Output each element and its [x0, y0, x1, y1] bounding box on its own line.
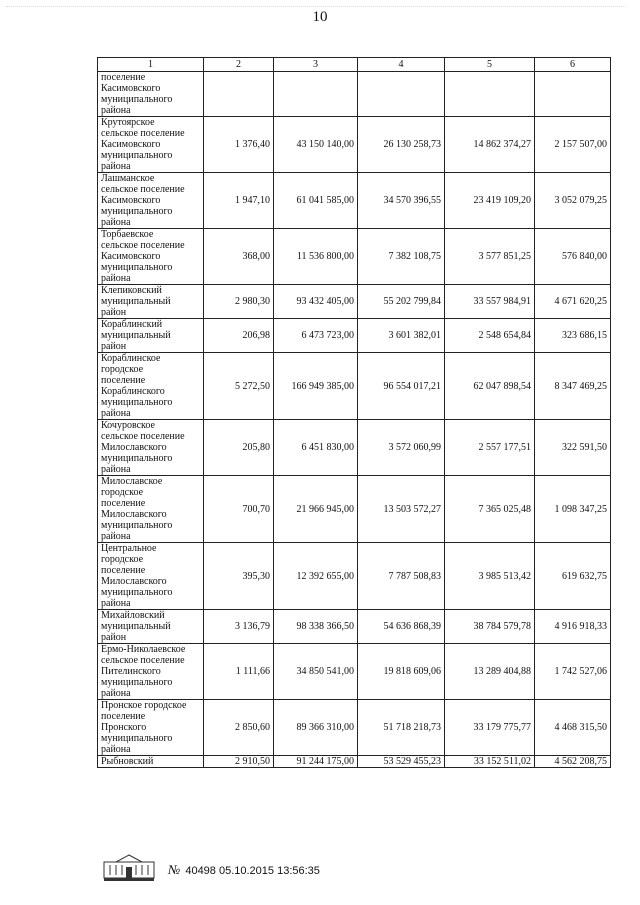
value-cell-c5: 33 179 775,77 — [445, 700, 535, 756]
value-cell-c5: 2 557 177,51 — [445, 420, 535, 476]
table-row — [98, 353, 611, 420]
municipality-name-cell: Кораблинский муниципальный район — [98, 319, 204, 353]
value-cell-c4: 19 818 609,06 — [358, 644, 445, 700]
table-row — [98, 644, 611, 700]
stamp-text — [168, 862, 320, 878]
value-cell-c6: 576 840,00 — [535, 229, 611, 285]
table-body — [98, 72, 611, 768]
column-header: 4 — [358, 58, 445, 72]
value-cell-c3: 61 041 585,00 — [274, 173, 358, 229]
value-cell-c2: 2 980,30 — [204, 285, 274, 319]
value-cell-c6 — [535, 72, 611, 117]
column-header: 3 — [274, 58, 358, 72]
column-header: 2 — [204, 58, 274, 72]
value-cell-c5: 3 985 513,42 — [445, 543, 535, 610]
value-cell-c2: 2 850,60 — [204, 700, 274, 756]
value-cell-c6: 4 916 918,33 — [535, 610, 611, 644]
value-cell-c5: 3 577 851,25 — [445, 229, 535, 285]
value-cell-c2: 1 111,66 — [204, 644, 274, 700]
table-row — [98, 117, 611, 173]
value-cell-c2: 700,70 — [204, 476, 274, 543]
municipality-name-cell: Милославское городское поселение Милославского муниципального района — [98, 476, 204, 543]
municipality-name-cell: Пронское городское поселение Пронского муниципального района — [98, 700, 204, 756]
value-cell-c4: 13 503 572,27 — [358, 476, 445, 543]
table-header-row — [98, 58, 611, 72]
value-cell-c2: 3 136,79 — [204, 610, 274, 644]
value-cell-c2: 368,00 — [204, 229, 274, 285]
municipality-name-cell: Ермо-Николаевское сельское поселение Пителинского муниципального района — [98, 644, 204, 700]
value-cell-c5: 2 548 654,84 — [445, 319, 535, 353]
number-sign: № — [168, 862, 181, 877]
value-cell-c6: 4 468 315,50 — [535, 700, 611, 756]
municipality-name-cell: Кочуровское сельское поселение Милославского муниципального района — [98, 420, 204, 476]
value-cell-c5: 33 152 511,02 — [445, 756, 535, 768]
value-cell-c3: 91 244 175,00 — [274, 756, 358, 768]
table-row — [98, 420, 611, 476]
value-cell-c3: 89 366 310,00 — [274, 700, 358, 756]
value-cell-c4: 51 718 218,73 — [358, 700, 445, 756]
value-cell-c3: 6 473 723,00 — [274, 319, 358, 353]
value-cell-c2: 2 910,50 — [204, 756, 274, 768]
value-cell-c6: 2 157 507,00 — [535, 117, 611, 173]
value-cell-c3: 166 949 385,00 — [274, 353, 358, 420]
value-cell-c3: 43 150 140,00 — [274, 117, 358, 173]
value-cell-c4: 26 130 258,73 — [358, 117, 445, 173]
value-cell-c6: 4 671 620,25 — [535, 285, 611, 319]
value-cell-c4 — [358, 72, 445, 117]
registration-stamp — [96, 854, 396, 884]
value-cell-c3 — [274, 72, 358, 117]
value-cell-c4: 3 601 382,01 — [358, 319, 445, 353]
municipality-name-cell: Лашманское сельское поселение Касимовского муниципального района — [98, 173, 204, 229]
value-cell-c6: 8 347 469,25 — [535, 353, 611, 420]
table-row — [98, 700, 611, 756]
value-cell-c6: 322 591,50 — [535, 420, 611, 476]
table-row — [98, 543, 611, 610]
municipality-name-cell: Торбаевское сельское поселение Касимовского муниципального района — [98, 229, 204, 285]
table-row — [98, 72, 611, 117]
table-row — [98, 756, 611, 768]
value-cell-c3: 12 392 655,00 — [274, 543, 358, 610]
value-cell-c6: 619 632,75 — [535, 543, 611, 610]
value-cell-c5: 38 784 579,78 — [445, 610, 535, 644]
value-cell-c6: 1 742 527,06 — [535, 644, 611, 700]
value-cell-c5: 23 419 109,20 — [445, 173, 535, 229]
value-cell-c4: 34 570 396,55 — [358, 173, 445, 229]
value-cell-c2: 205,80 — [204, 420, 274, 476]
table-row — [98, 285, 611, 319]
value-cell-c4: 3 572 060,99 — [358, 420, 445, 476]
value-cell-c4: 7 382 108,75 — [358, 229, 445, 285]
value-cell-c6: 1 098 347,25 — [535, 476, 611, 543]
building-stamp-icon — [102, 854, 156, 882]
municipality-name-cell: поселение Касимовского муниципального района — [98, 72, 204, 117]
value-cell-c4: 7 787 508,83 — [358, 543, 445, 610]
table-row — [98, 319, 611, 353]
value-cell-c4: 96 554 017,21 — [358, 353, 445, 420]
value-cell-c2: 1 947,10 — [204, 173, 274, 229]
table-row — [98, 229, 611, 285]
table-row — [98, 476, 611, 543]
municipality-name-cell: Крутоярское сельское поселение Касимовского муниципального района — [98, 117, 204, 173]
municipality-name-cell: Рыбновский — [98, 756, 204, 768]
municipality-name-cell: Центральное городское поселение Милославского муниципального района — [98, 543, 204, 610]
value-cell-c3: 34 850 541,00 — [274, 644, 358, 700]
column-header: 1 — [98, 58, 204, 72]
value-cell-c2: 206,98 — [204, 319, 274, 353]
value-cell-c2: 5 272,50 — [204, 353, 274, 420]
value-cell-c4: 55 202 799,84 — [358, 285, 445, 319]
table-row — [98, 173, 611, 229]
value-cell-c2 — [204, 72, 274, 117]
value-cell-c5: 14 862 374,27 — [445, 117, 535, 173]
value-cell-c5: 62 047 898,54 — [445, 353, 535, 420]
value-cell-c2: 1 376,40 — [204, 117, 274, 173]
value-cell-c5: 13 289 404,88 — [445, 644, 535, 700]
value-cell-c6: 323 686,15 — [535, 319, 611, 353]
value-cell-c6: 4 562 208,75 — [535, 756, 611, 768]
value-cell-c3: 6 451 830,00 — [274, 420, 358, 476]
value-cell-c3: 93 432 405,00 — [274, 285, 358, 319]
value-cell-c2: 395,30 — [204, 543, 274, 610]
value-cell-c6: 3 052 079,25 — [535, 173, 611, 229]
table-row — [98, 610, 611, 644]
value-cell-c3: 11 536 800,00 — [274, 229, 358, 285]
stamp-number-date: 40498 05.10.2015 13:56:35 — [185, 865, 320, 877]
value-cell-c5: 33 557 984,91 — [445, 285, 535, 319]
municipality-name-cell: Клепиковский муниципальный район — [98, 285, 204, 319]
column-header: 6 — [535, 58, 611, 72]
municipality-name-cell: Михайловский муниципальный район — [98, 610, 204, 644]
value-cell-c4: 53 529 455,23 — [358, 756, 445, 768]
data-table — [97, 57, 611, 768]
page-number: 10 — [312, 9, 328, 25]
value-cell-c5: 7 365 025,48 — [445, 476, 535, 543]
municipality-name-cell: Кораблинское городское поселение Кораблинского муниципального района — [98, 353, 204, 420]
value-cell-c3: 98 338 366,50 — [274, 610, 358, 644]
value-cell-c5 — [445, 72, 535, 117]
value-cell-c4: 54 636 868,39 — [358, 610, 445, 644]
column-header: 5 — [445, 58, 535, 72]
value-cell-c3: 21 966 945,00 — [274, 476, 358, 543]
